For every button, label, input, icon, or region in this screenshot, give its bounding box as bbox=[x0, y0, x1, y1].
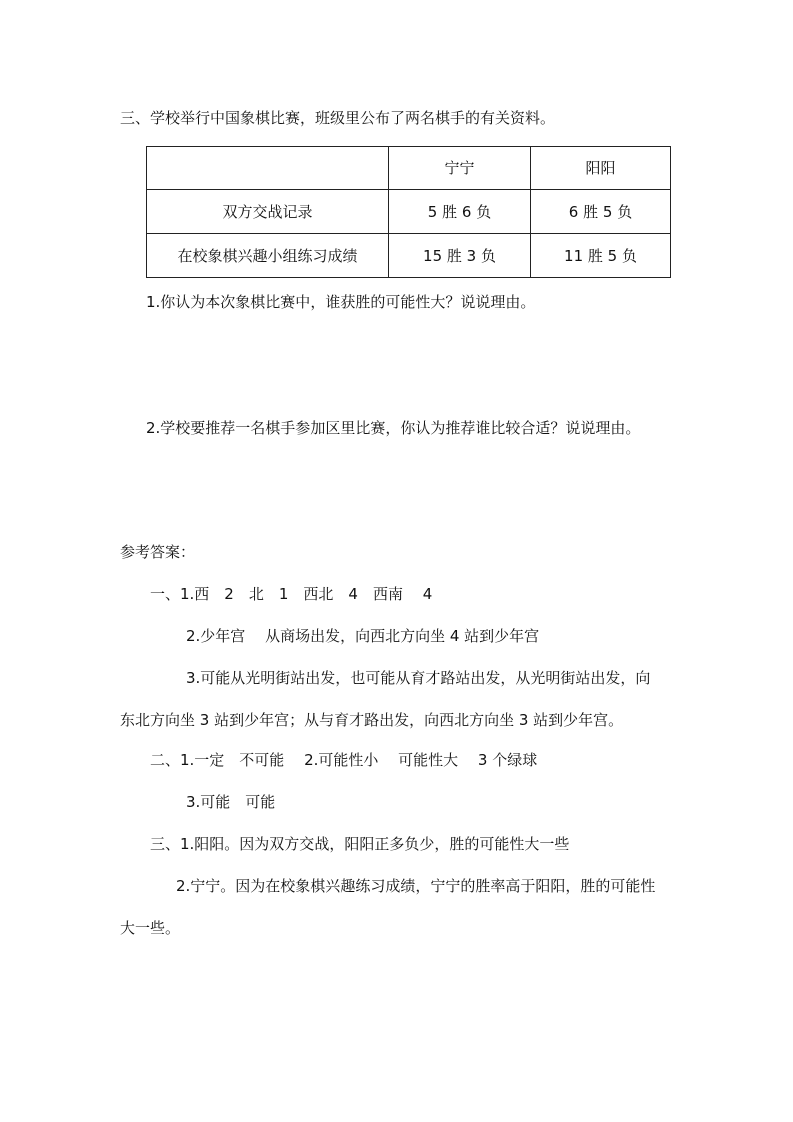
answers-heading: 参考答案： bbox=[120, 543, 196, 561]
answer-line: 大一些。 bbox=[120, 919, 181, 937]
answer-line: 一、1.西 2 北 1 西北 4 西南 4 bbox=[150, 585, 433, 603]
answer-line: 三、1.阳阳。因为双方交战，阳阳正多负少，胜的可能性大一些 bbox=[150, 835, 570, 853]
answer-line: 2.少年宫 从商场出发，向西北方向坐 4 站到少年宫 bbox=[186, 627, 540, 645]
answer-line: 二、1.一定 不可能 2.可能性小 可能性大 3 个绿球 bbox=[150, 751, 538, 769]
table-header-row bbox=[147, 147, 671, 190]
table-header-cell-empty bbox=[147, 147, 389, 190]
table-header-cell-ningning: 宁宁 bbox=[389, 147, 531, 190]
table-cell: 5 胜 6 负 bbox=[389, 190, 531, 234]
question-3-intro: 三、学校举行中国象棋比赛，班级里公布了两名棋手的有关资料。 bbox=[120, 109, 556, 127]
table-cell: 11 胜 5 负 bbox=[531, 234, 671, 278]
table-row-label: 在校象棋兴趣小组练习成绩 bbox=[147, 234, 389, 278]
answer-line: 2.宁宁。因为在校象棋兴趣练习成绩，宁宁的胜率高于阳阳，胜的可能性 bbox=[176, 877, 656, 895]
table-header-cell-yangyang: 阳阳 bbox=[531, 147, 671, 190]
question-3-1: 1.你认为本次象棋比赛中，谁获胜的可能性大？说说理由。 bbox=[146, 293, 536, 311]
answer-line: 3.可能从光明街站出发，也可能从育才路站出发，从光明街站出发，向 bbox=[186, 669, 651, 687]
table-row bbox=[147, 234, 671, 278]
table-row bbox=[147, 190, 671, 234]
table-row-label: 双方交战记录 bbox=[147, 190, 389, 234]
answer-line: 东北方向坐 3 站到少年宫；从与育才路出发，向西北方向坐 3 站到少年宫。 bbox=[120, 711, 624, 729]
question-3-2: 2.学校要推荐一名棋手参加区里比赛，你认为推荐谁比较合适？说说理由。 bbox=[146, 419, 641, 437]
player-records-table bbox=[146, 146, 671, 278]
table-cell: 6 胜 5 负 bbox=[531, 190, 671, 234]
table-cell: 15 胜 3 负 bbox=[389, 234, 531, 278]
answer-line: 3.可能 可能 bbox=[186, 793, 276, 811]
